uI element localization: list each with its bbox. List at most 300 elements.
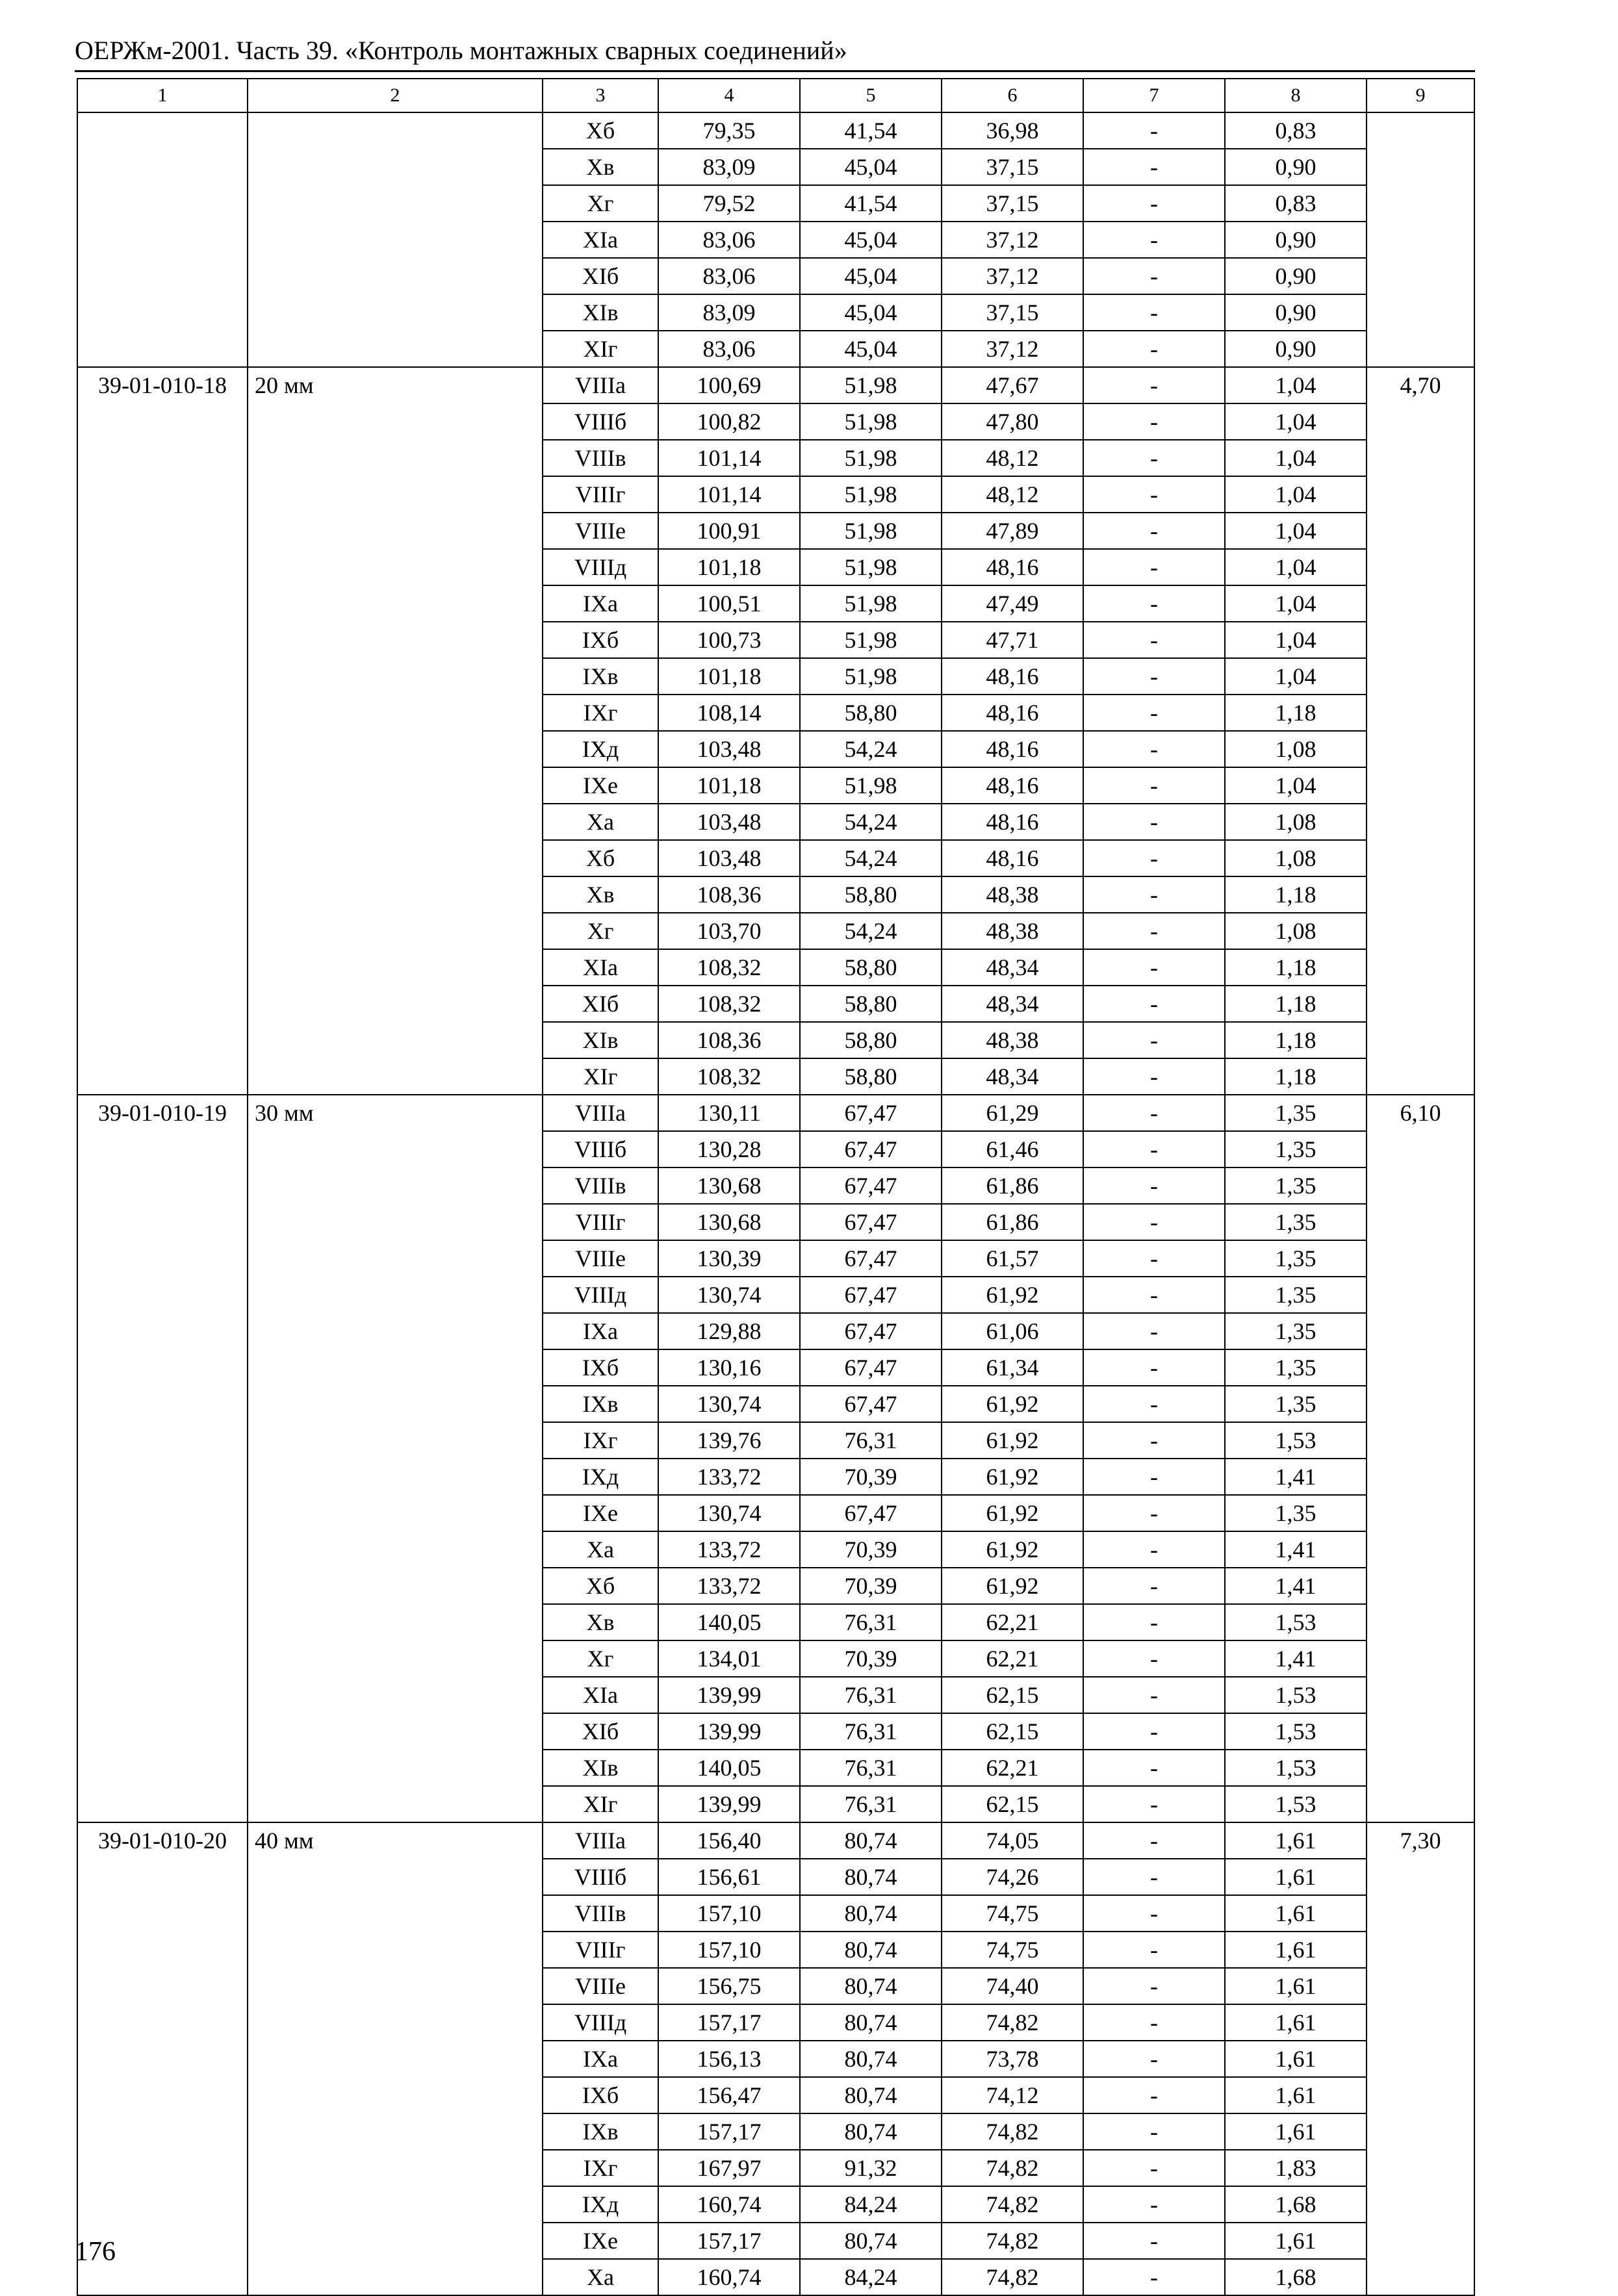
table-cell: - [1083,1568,1225,1604]
table-cell: 1,61 [1225,2223,1367,2259]
col9-cell: 7,30 [1367,1822,1474,2295]
column-header: 1 [77,79,248,112]
table-cell: 160,74 [658,2259,800,2295]
table-cell: IXв [543,2113,658,2150]
table-cell: 103,48 [658,804,800,840]
table-cell: 103,48 [658,731,800,767]
document-header: ОЕРЖм-2001. Часть 39. «Контроль монтажных сварных соединений» [75,36,847,65]
table-cell: - [1083,585,1225,622]
table-cell: XIв [543,1022,658,1058]
table-cell: Xa [543,1531,658,1568]
table-cell: 103,48 [658,840,800,876]
table-cell: - [1083,731,1225,767]
table-row [77,1095,1474,1131]
table-cell: 130,28 [658,1131,800,1167]
table-cell: - [1083,1932,1225,1968]
table-cell: 61,92 [942,1459,1083,1495]
table-cell: - [1083,1640,1225,1677]
table-cell: VIIIв [543,1895,658,1932]
table-cell: IXб [543,1349,658,1386]
table-cell: 157,10 [658,1932,800,1968]
table-cell: 1,08 [1225,840,1367,876]
table-cell: 1,08 [1225,913,1367,949]
table-cell: - [1083,913,1225,949]
table-cell: VIIIe [543,513,658,549]
table-cell: IXг [543,695,658,731]
table-cell: 67,47 [800,1495,942,1531]
table-cell: 157,17 [658,2223,800,2259]
table-cell: 74,05 [942,1822,1083,1859]
table-cell: 1,53 [1225,1713,1367,1750]
table-cell: 61,92 [942,1495,1083,1531]
table-cell: VIIIг [543,1204,658,1240]
table-cell: XIa [543,949,658,986]
table-cell: 80,74 [800,1822,942,1859]
table-cell: - [1083,1386,1225,1422]
table-cell: 48,16 [942,731,1083,767]
table-cell: 1,35 [1225,1349,1367,1386]
table-cell: 80,74 [800,2004,942,2041]
table-cell: 1,04 [1225,367,1367,403]
table-cell: - [1083,876,1225,913]
table-cell: VIIIд [543,1277,658,1313]
table-cell: 62,21 [942,1604,1083,1640]
table-cell: 74,82 [942,2259,1083,2295]
table-cell: - [1083,258,1225,294]
table-cell: 61,06 [942,1313,1083,1349]
table-cell: 48,16 [942,658,1083,695]
table-cell: - [1083,1895,1225,1932]
table-cell: 1,61 [1225,1822,1367,1859]
table-cell: 51,98 [800,513,942,549]
table-cell: XIa [543,222,658,258]
thickness-cell [248,112,543,367]
table-cell: 51,98 [800,622,942,658]
table-cell: 157,10 [658,1895,800,1932]
table-cell: - [1083,2186,1225,2223]
table-cell: 157,17 [658,2113,800,2150]
table-cell: 70,39 [800,1459,942,1495]
table-cell: 157,17 [658,2004,800,2041]
table-cell: 76,31 [800,1677,942,1713]
table-cell: 101,14 [658,476,800,513]
table-cell: 67,47 [800,1277,942,1313]
table-cell: - [1083,149,1225,185]
table-cell: 74,26 [942,1859,1083,1895]
table-cell: 1,61 [1225,2077,1367,2113]
table-cell: IXг [543,2150,658,2186]
table-cell: VIIIб [543,1131,658,1167]
table-cell: VIIIв [543,1167,658,1204]
table-cell: 48,16 [942,549,1083,585]
table-cell: IXд [543,731,658,767]
table-cell: XIг [543,1786,658,1822]
table-cell: 61,86 [942,1204,1083,1240]
table-cell: 1,18 [1225,1058,1367,1095]
table-cell: IXг [543,1422,658,1459]
table-cell: 80,74 [800,1932,942,1968]
table-cell: - [1083,1313,1225,1349]
table-cell: - [1083,1022,1225,1058]
table-row [77,1822,1474,1859]
table-cell: 48,38 [942,1022,1083,1058]
table-cell: 140,05 [658,1604,800,1640]
table-cell: 1,35 [1225,1386,1367,1422]
table-cell: 74,75 [942,1932,1083,1968]
table-cell: 61,92 [942,1386,1083,1422]
table-cell: 0,83 [1225,185,1367,222]
table-cell: 79,35 [658,112,800,149]
table-cell: 0,90 [1225,222,1367,258]
thickness-cell: 20 мм [248,367,543,1095]
table-cell: 101,18 [658,767,800,804]
table-cell: IXб [543,622,658,658]
table-cell: 48,34 [942,949,1083,986]
table-cell: 37,12 [942,222,1083,258]
table-cell: 51,98 [800,440,942,476]
table-cell: 130,68 [658,1167,800,1204]
table-cell: 1,83 [1225,2150,1367,2186]
table-cell: - [1083,1495,1225,1531]
table-cell: 51,98 [800,403,942,440]
thickness-cell: 30 мм [248,1095,543,1822]
table-cell: 101,18 [658,549,800,585]
table-cell: - [1083,294,1225,331]
table-cell: 108,32 [658,949,800,986]
table-cell: 67,47 [800,1386,942,1422]
table-cell: 156,13 [658,2041,800,2077]
table-cell: 47,71 [942,622,1083,658]
table-cell: IXa [543,585,658,622]
table-cell: - [1083,222,1225,258]
table-cell: 1,18 [1225,876,1367,913]
table-cell: XIб [543,258,658,294]
table-cell: XIг [543,331,658,367]
table-cell: IXд [543,2186,658,2223]
table-cell: 80,74 [800,2113,942,2150]
table-cell: Xб [543,112,658,149]
table-cell: 74,75 [942,1895,1083,1932]
table-cell: 139,76 [658,1422,800,1459]
column-header: 9 [1367,79,1474,112]
table-cell: 1,35 [1225,1204,1367,1240]
table-cell: - [1083,658,1225,695]
table-cell: 1,04 [1225,622,1367,658]
table-cell: 80,74 [800,2223,942,2259]
table-cell: 37,15 [942,149,1083,185]
rate-code-cell [77,112,248,367]
table-cell: - [1083,1531,1225,1568]
table-cell: 108,14 [658,695,800,731]
table-cell: IXб [543,2077,658,2113]
table-cell: XIa [543,1677,658,1713]
table-cell: 67,47 [800,1131,942,1167]
rate-code-cell: 39-01-010-19 [77,1095,248,1822]
column-header: 6 [942,79,1083,112]
table-cell: 1,35 [1225,1131,1367,1167]
table-cell: VIIIг [543,476,658,513]
table-cell: - [1083,331,1225,367]
table-cell: 47,89 [942,513,1083,549]
table-cell: - [1083,695,1225,731]
table-cell: 62,15 [942,1713,1083,1750]
table-cell: 62,15 [942,1677,1083,1713]
table-cell: 0,90 [1225,294,1367,331]
table-cell: 41,54 [800,185,942,222]
table-row [77,367,1474,403]
table-cell: 160,74 [658,2186,800,2223]
rates-table [77,78,1475,2296]
table-cell: 62,21 [942,1750,1083,1786]
table-cell: Xб [543,1568,658,1604]
table-cell: - [1083,1240,1225,1277]
table-cell: 48,38 [942,876,1083,913]
table-cell: 67,47 [800,1313,942,1349]
table-cell: 48,38 [942,913,1083,949]
table-cell: IXд [543,1459,658,1495]
table-cell: 61,92 [942,1568,1083,1604]
table-cell: IXa [543,1313,658,1349]
table-cell: - [1083,2077,1225,2113]
table-cell: 130,68 [658,1204,800,1240]
table-cell: 108,36 [658,1022,800,1058]
table-cell: 100,73 [658,622,800,658]
table-cell: 1,04 [1225,513,1367,549]
table-cell: 108,32 [658,1058,800,1095]
table-cell: VIIIa [543,367,658,403]
table-cell: 37,12 [942,258,1083,294]
table-cell: - [1083,2041,1225,2077]
table-cell: XIв [543,1750,658,1786]
table-cell: - [1083,1095,1225,1131]
table-cell: 48,16 [942,695,1083,731]
table-cell: Xб [543,840,658,876]
table-cell: VIIIa [543,1822,658,1859]
table-cell: 1,53 [1225,1677,1367,1713]
table-cell: 76,31 [800,1422,942,1459]
table-cell: 61,46 [942,1131,1083,1167]
table-cell: - [1083,622,1225,658]
table-cell: 1,53 [1225,1422,1367,1459]
table-cell: 61,92 [942,1531,1083,1568]
table-cell: 36,98 [942,112,1083,149]
table-cell: Xг [543,913,658,949]
table-cell: 1,04 [1225,658,1367,695]
table-cell: 67,47 [800,1204,942,1240]
table-cell: - [1083,185,1225,222]
table-cell: 100,51 [658,585,800,622]
table-cell: - [1083,1058,1225,1095]
table-cell: 67,47 [800,1167,942,1204]
table-cell: Xв [543,149,658,185]
table-cell: 1,18 [1225,1022,1367,1058]
table-cell: 1,35 [1225,1240,1367,1277]
column-header: 2 [248,79,543,112]
table-cell: 47,67 [942,367,1083,403]
rate-code-cell: 39-01-010-18 [77,367,248,1095]
table-cell: XIб [543,1713,658,1750]
table-cell: Xa [543,2259,658,2295]
header-rule [75,70,1475,72]
table-cell: 48,16 [942,804,1083,840]
table-cell: 1,35 [1225,1167,1367,1204]
table-cell: 129,88 [658,1313,800,1349]
table-cell: 74,12 [942,2077,1083,2113]
table-cell: 1,61 [1225,1932,1367,1968]
table-cell: 51,98 [800,767,942,804]
table-cell: 48,34 [942,1058,1083,1095]
table-cell: 101,14 [658,440,800,476]
table-cell: 83,09 [658,294,800,331]
table-cell: - [1083,949,1225,986]
table-cell: 54,24 [800,731,942,767]
table-cell: 47,80 [942,403,1083,440]
page-number: 176 [75,2237,116,2267]
table-cell: 51,98 [800,585,942,622]
table-cell: 51,98 [800,476,942,513]
table-cell: 74,82 [942,2004,1083,2041]
table-cell: IXa [543,2041,658,2077]
table-cell: 67,47 [800,1095,942,1131]
table-cell: 80,74 [800,1895,942,1932]
table-cell: 76,31 [800,1713,942,1750]
table-cell: - [1083,1131,1225,1167]
table-cell: - [1083,1677,1225,1713]
table-cell: 1,04 [1225,585,1367,622]
table-cell: Xг [543,1640,658,1677]
table-cell: IXe [543,1495,658,1531]
column-numbers-row [77,79,1474,112]
table-cell: 0,90 [1225,258,1367,294]
table-cell: 1,18 [1225,949,1367,986]
col9-cell: 6,10 [1367,1095,1474,1822]
table-cell: - [1083,1167,1225,1204]
table-cell: - [1083,2223,1225,2259]
table-cell: - [1083,1349,1225,1386]
table-cell: 130,74 [658,1386,800,1422]
table-cell: 100,69 [658,367,800,403]
table-cell: 48,16 [942,840,1083,876]
table-cell: VIIIб [543,403,658,440]
table-cell: - [1083,476,1225,513]
table-cell: XIг [543,1058,658,1095]
table-cell: 48,16 [942,767,1083,804]
thickness-cell: 40 мм [248,1822,543,2295]
table-cell: 1,08 [1225,804,1367,840]
table-cell: 156,61 [658,1859,800,1895]
table-cell: VIIIг [543,1932,658,1968]
table-cell: 58,80 [800,1022,942,1058]
table-cell: VIIIв [543,440,658,476]
table-cell: 80,74 [800,2041,942,2077]
table-cell: VIIIд [543,549,658,585]
table-cell: 67,47 [800,1349,942,1386]
table-cell: IXв [543,1386,658,1422]
table-cell: 37,12 [942,331,1083,367]
table-cell: 101,18 [658,658,800,695]
table-cell: 1,04 [1225,476,1367,513]
table-cell: 76,31 [800,1786,942,1822]
table-cell: - [1083,2004,1225,2041]
table-cell: VIIIe [543,1968,658,2004]
table-cell: 100,91 [658,513,800,549]
table-cell: 1,68 [1225,2186,1367,2223]
table-cell: 47,49 [942,585,1083,622]
table-cell: 130,11 [658,1095,800,1131]
table-cell: 130,39 [658,1240,800,1277]
table-cell: 45,04 [800,331,942,367]
table-cell: Xa [543,804,658,840]
col9-cell [1367,112,1474,367]
table-cell: 45,04 [800,258,942,294]
table-cell: 70,39 [800,1531,942,1568]
table-cell: - [1083,2113,1225,2150]
table-cell: 156,75 [658,1968,800,2004]
table-cell: XIб [543,986,658,1022]
table-cell: 1,18 [1225,986,1367,1022]
table-cell: 130,74 [658,1277,800,1313]
table-row [77,112,1474,149]
table-cell: 1,04 [1225,403,1367,440]
table-cell: 58,80 [800,986,942,1022]
table-cell: - [1083,1204,1225,1240]
table-cell: - [1083,403,1225,440]
table-cell: 1,53 [1225,1750,1367,1786]
table-cell: - [1083,1968,1225,2004]
table-cell: 58,80 [800,876,942,913]
table-cell: 76,31 [800,1750,942,1786]
table-cell: 84,24 [800,2186,942,2223]
table-cell: 1,35 [1225,1277,1367,1313]
table-cell: 130,16 [658,1349,800,1386]
column-header: 5 [800,79,942,112]
table-cell: 62,21 [942,1640,1083,1677]
table-cell: 74,82 [942,2186,1083,2223]
table-cell: 1,35 [1225,1495,1367,1531]
column-header: 8 [1225,79,1367,112]
table-cell: 130,74 [658,1495,800,1531]
table-cell: VIIIд [543,2004,658,2041]
table-cell: 61,86 [942,1167,1083,1204]
table-cell: - [1083,440,1225,476]
table-cell: 61,92 [942,1422,1083,1459]
table-cell: 61,57 [942,1240,1083,1277]
table-cell: 1,08 [1225,731,1367,767]
table-cell: 1,18 [1225,695,1367,731]
table-cell: 167,97 [658,2150,800,2186]
table-cell: - [1083,549,1225,585]
table-cell: 91,32 [800,2150,942,2186]
col9-cell: 4,70 [1367,367,1474,1095]
table-cell: 48,34 [942,986,1083,1022]
table-cell: 134,01 [658,1640,800,1677]
table-cell: 0,83 [1225,112,1367,149]
table-cell: 61,92 [942,1277,1083,1313]
table-cell: 103,70 [658,913,800,949]
table-cell: 0,90 [1225,331,1367,367]
table-cell: 54,24 [800,840,942,876]
table-cell: 45,04 [800,294,942,331]
table-cell: 1,68 [1225,2259,1367,2295]
table-cell: 83,06 [658,331,800,367]
rate-code-cell: 39-01-010-20 [77,1822,248,2295]
table-cell: 51,98 [800,658,942,695]
table-cell: - [1083,986,1225,1022]
table-cell: - [1083,2259,1225,2295]
table-cell: 37,15 [942,185,1083,222]
table-cell: 108,32 [658,986,800,1022]
table-cell: 80,74 [800,2077,942,2113]
